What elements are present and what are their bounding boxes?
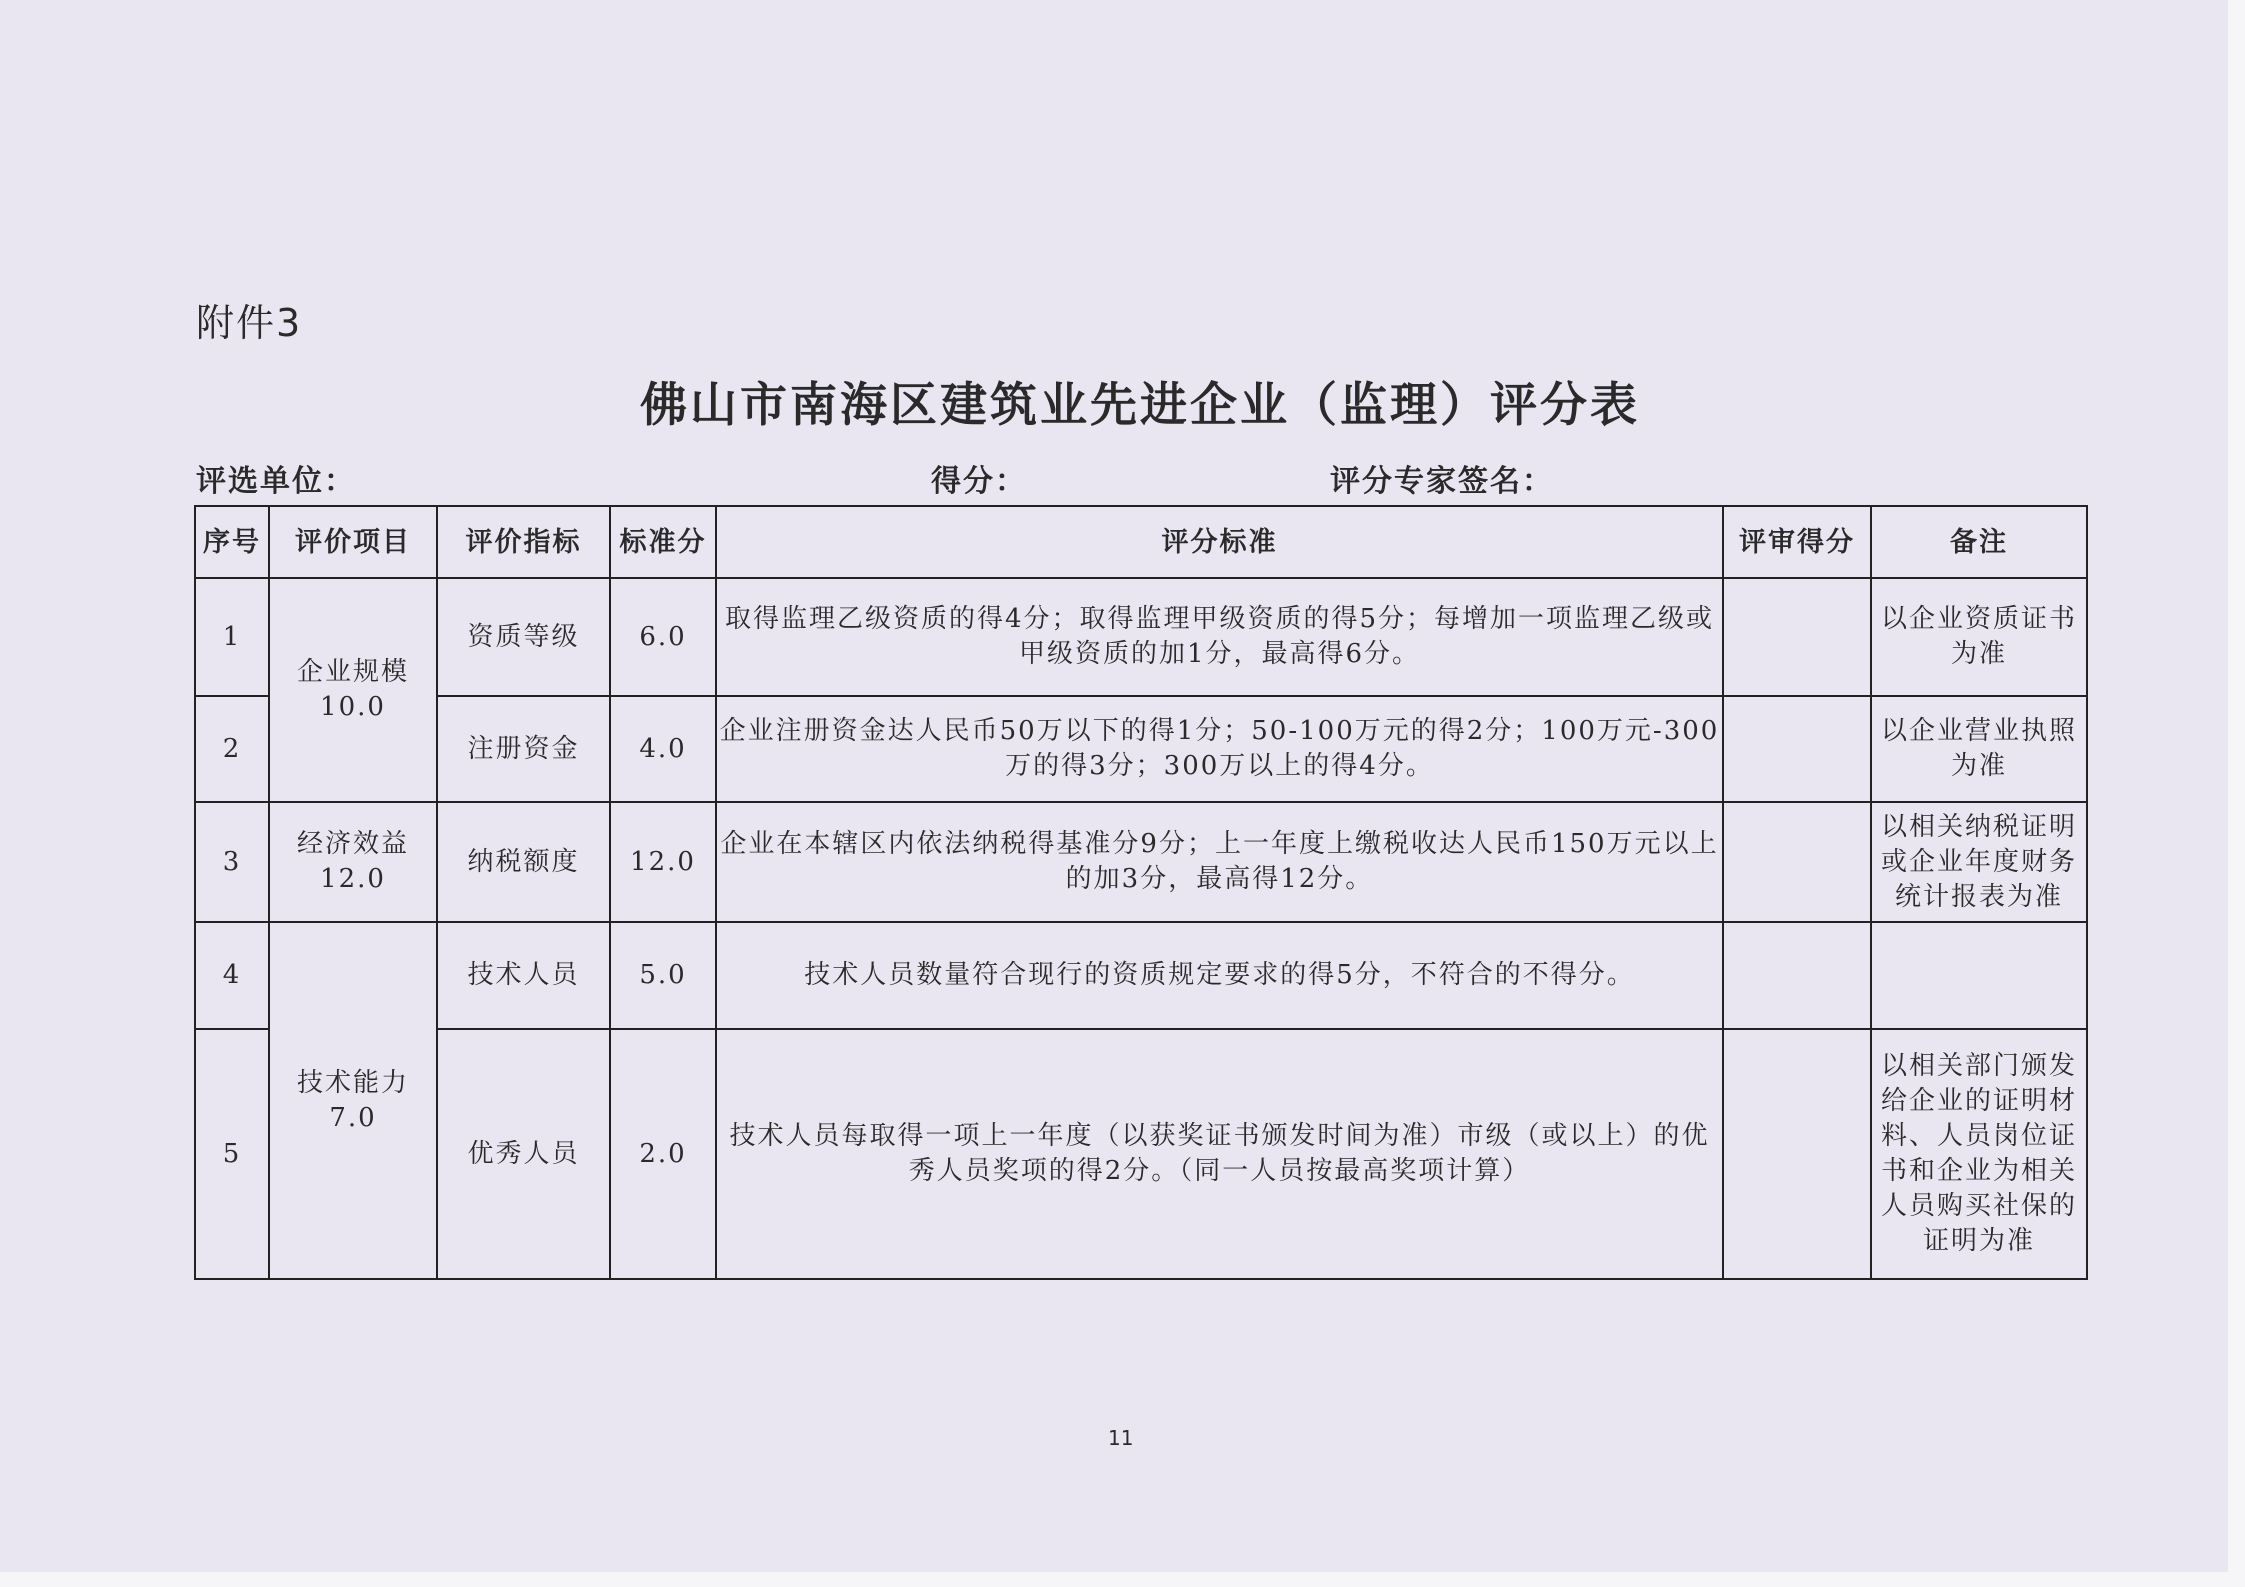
note-cell: [1871, 922, 2087, 1029]
header-cell-item: 评价项目: [269, 506, 437, 578]
group-name: 企业规模: [296, 657, 409, 687]
note-cell: 以企业营业执照为准: [1871, 696, 2087, 802]
criteria-cell: 企业注册资金达人民币50万以下的得1分；50-100万元的得2分；100万元-300万的得3分；300万以上的得4分。: [716, 696, 1723, 802]
table-row: [195, 1029, 2087, 1279]
row-number: 3: [195, 802, 269, 922]
standard-score-cell: 2.0: [610, 1029, 716, 1279]
header-cell-note: 备注: [1871, 506, 2087, 578]
attachment-label: 附件3: [196, 301, 303, 345]
note-cell: 以企业资质证书为准: [1871, 578, 2087, 696]
criteria-cell: 取得监理乙级资质的得4分；取得监理甲级资质的得5分；每增加一项监理乙级或甲级资质的加1分，最高得6分。: [716, 578, 1723, 696]
indicator-cell: 技术人员: [437, 922, 610, 1029]
group-cell: [269, 922, 437, 1279]
group-score: 7.0: [329, 1102, 377, 1133]
review-score-cell[interactable]: [1723, 802, 1871, 922]
score-table: [194, 505, 2088, 1280]
standard-score-cell: 6.0: [610, 578, 716, 696]
score-label: 得分：: [931, 464, 1027, 499]
page-edge: [2228, 0, 2245, 1587]
review-score-cell[interactable]: [1723, 696, 1871, 802]
standard-score-cell: 5.0: [610, 922, 716, 1029]
indicator-cell: 资质等级: [437, 578, 610, 696]
indicator-cell: 优秀人员: [437, 1029, 610, 1279]
table-header-row: [195, 506, 2087, 578]
page-edge: [0, 1572, 2245, 1587]
page-number: 11: [1108, 1426, 1134, 1450]
header-cell-criteria: 评分标准: [716, 506, 1723, 578]
table-row: [195, 802, 2087, 922]
header-cell-indicator: 评价指标: [437, 506, 610, 578]
evaluation-unit-label: 评选单位：: [196, 464, 356, 499]
criteria-cell: 技术人员数量符合现行的资质规定要求的得5分，不符合的不得分。: [716, 922, 1723, 1029]
row-number: 1: [195, 578, 269, 696]
group-name: 技术能力: [296, 1067, 409, 1098]
row-number: 2: [195, 696, 269, 802]
group-score: 12.0: [320, 864, 386, 894]
group-name: 经济效益: [296, 829, 409, 859]
criteria-cell: 企业在本辖区内依法纳税得基准分9分；上一年度上缴税收达人民币150万元以上的加3分，最高得12分。: [716, 802, 1723, 922]
row-number: 4: [195, 922, 269, 1029]
note-cell: 以相关纳税证明或企业年度财务统计报表为准: [1871, 802, 2087, 922]
standard-score-cell: 12.0: [610, 802, 716, 922]
indicator-cell: 注册资金: [437, 696, 610, 802]
header-cell-review-score: 评审得分: [1723, 506, 1871, 578]
row-number: 5: [195, 1029, 269, 1279]
group-cell: [269, 578, 437, 802]
review-score-cell[interactable]: [1723, 578, 1871, 696]
review-score-cell[interactable]: [1723, 1029, 1871, 1279]
criteria-cell: 技术人员每取得一项上一年度（以获奖证书颁发时间为准）市级（或以上）的优秀人员奖项的得2分。（同一人员按最高奖项计算）: [716, 1029, 1723, 1279]
page-title: 佛山市南海区建筑业先进企业（监理）评分表: [640, 378, 1640, 433]
table-row: [195, 578, 2087, 696]
table-row: [195, 922, 2087, 1029]
group-score: 10.0: [320, 692, 386, 722]
standard-score-cell: 4.0: [610, 696, 716, 802]
indicator-cell: 纳税额度: [437, 802, 610, 922]
review-score-cell[interactable]: [1723, 922, 1871, 1029]
header-cell-standard-score: 标准分: [610, 506, 716, 578]
expert-signature-label: 评分专家签名：: [1330, 464, 1554, 499]
table-row: [195, 696, 2087, 802]
header-cell-no: 序号: [195, 506, 269, 578]
group-cell: [269, 802, 437, 922]
note-cell: 以相关部门颁发给企业的证明材料、人员岗位证书和企业为相关人员购买社保的证明为准: [1871, 1029, 2087, 1279]
